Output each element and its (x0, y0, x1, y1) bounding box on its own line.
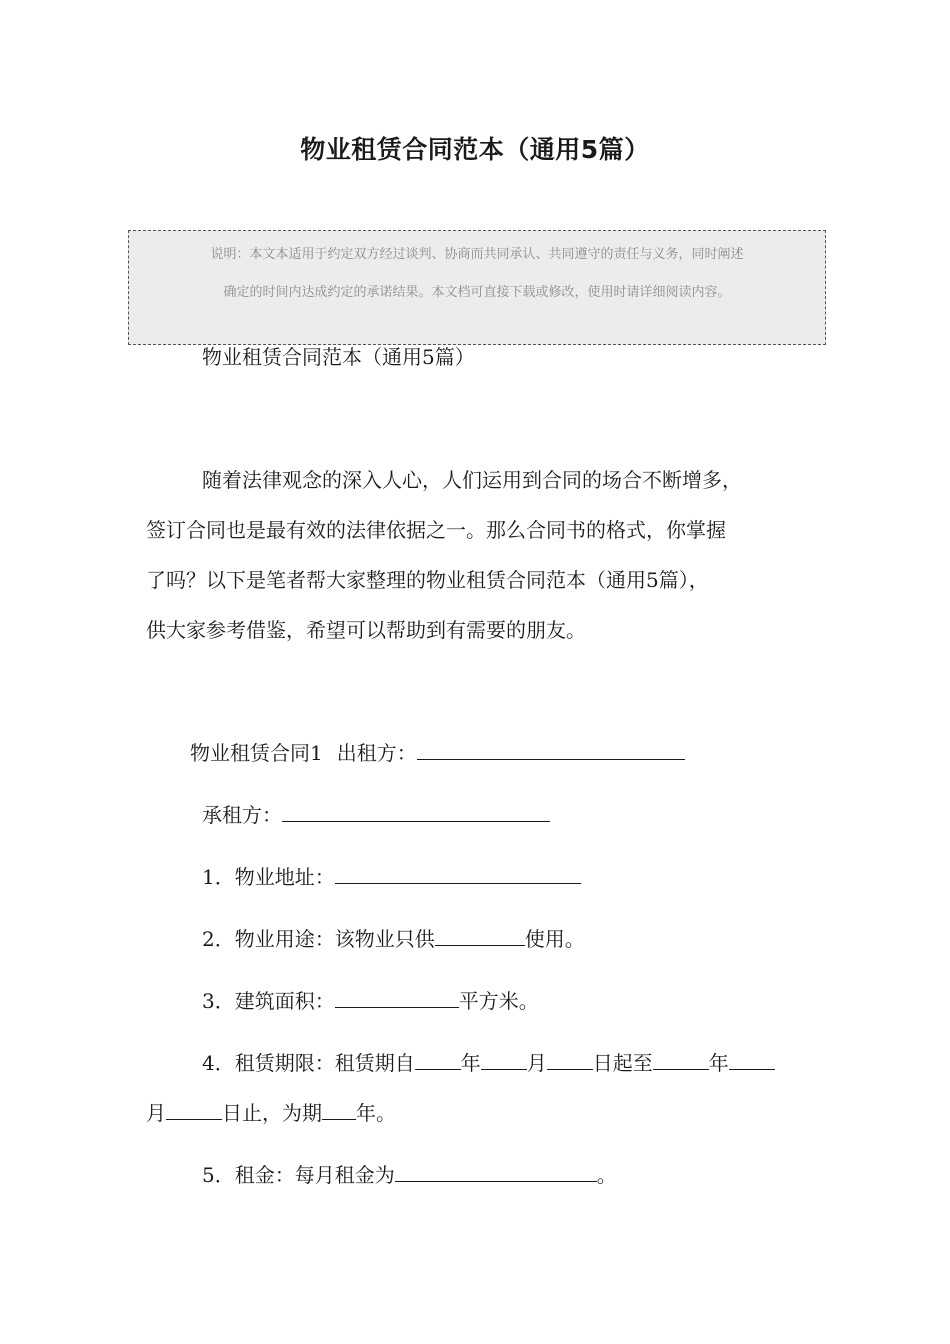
intro-line-4: 供大家参考借鉴，希望可以帮助到有需要的朋友。 (146, 618, 586, 642)
item-4-line-2 (146, 1097, 396, 1128)
item-2-prefix: 2．物业用途：该物业只供 (202, 927, 435, 951)
item-1-line (202, 861, 581, 892)
item-2-suffix: 使用。 (524, 927, 585, 951)
year-end-label: 年。 (356, 1101, 396, 1125)
day-from-label: 日起至 (592, 1051, 653, 1075)
start-month-blank (481, 1047, 527, 1070)
item-4-prefix: 4．租赁期限：租赁期自 (202, 1051, 415, 1075)
rent-blank (395, 1159, 597, 1182)
day-to-label: 日止，为期 (222, 1101, 322, 1125)
item-1-label: 1．物业地址： (202, 865, 335, 889)
item-3-suffix: 平方米。 (458, 989, 539, 1013)
item-3-prefix: 3．建筑面积： (202, 989, 335, 1013)
term-years-blank (322, 1097, 356, 1120)
notice-line-1: 说明：本文本适用于约定双方经过谈判、协商而共同承认、共同遵守的责任与义务，同时阐述 (210, 247, 744, 262)
document-title: 物业租赁合同范本（通用5篇） (300, 135, 650, 164)
start-day-blank (547, 1047, 593, 1070)
subtitle: 物业租赁合同范本（通用5篇） (202, 345, 475, 369)
area-blank (335, 985, 459, 1008)
usage-blank (435, 923, 525, 946)
intro-line-1: 随着法律观念的深入人心，人们运用到合同的场合不断增多， (202, 468, 742, 492)
item-5-prefix: 5．租金：每月租金为 (202, 1163, 395, 1187)
contract-heading-line (190, 737, 685, 768)
item-5-suffix: 。 (596, 1163, 617, 1187)
start-year-blank (415, 1047, 461, 1070)
item-4-line-1 (202, 1047, 775, 1078)
end-year-blank (653, 1047, 709, 1070)
month-label: 月 (526, 1051, 547, 1075)
year-label-2: 年 (708, 1051, 729, 1075)
lessee-blank (282, 799, 550, 822)
item-5-line (202, 1159, 617, 1190)
month-label-2: 月 (146, 1101, 166, 1125)
notice-line-2: 确定的时间内达成约定的承诺结果。本文档可直接下载或修改，使用时请详细阅读内容。 (223, 285, 731, 300)
lessee-label: 承租方： (202, 803, 282, 827)
end-month-blank (729, 1047, 775, 1070)
item-2-line (202, 923, 585, 954)
notice-box (128, 230, 826, 345)
intro-line-2: 签订合同也是最有效的法律依据之一。那么合同书的格式，你掌握 (146, 518, 726, 542)
lessor-blank (417, 737, 685, 760)
lessee-line (202, 799, 550, 830)
address-blank (335, 861, 581, 884)
year-label: 年 (460, 1051, 481, 1075)
item-3-line (202, 985, 539, 1016)
intro-line-3: 了吗？以下是笔者帮大家整理的物业租赁合同范本（通用5篇）， (146, 568, 709, 592)
end-day-blank (166, 1097, 222, 1120)
lessor-label: 出租方： (336, 741, 417, 765)
contract-heading: 物业租赁合同1 (190, 741, 323, 765)
